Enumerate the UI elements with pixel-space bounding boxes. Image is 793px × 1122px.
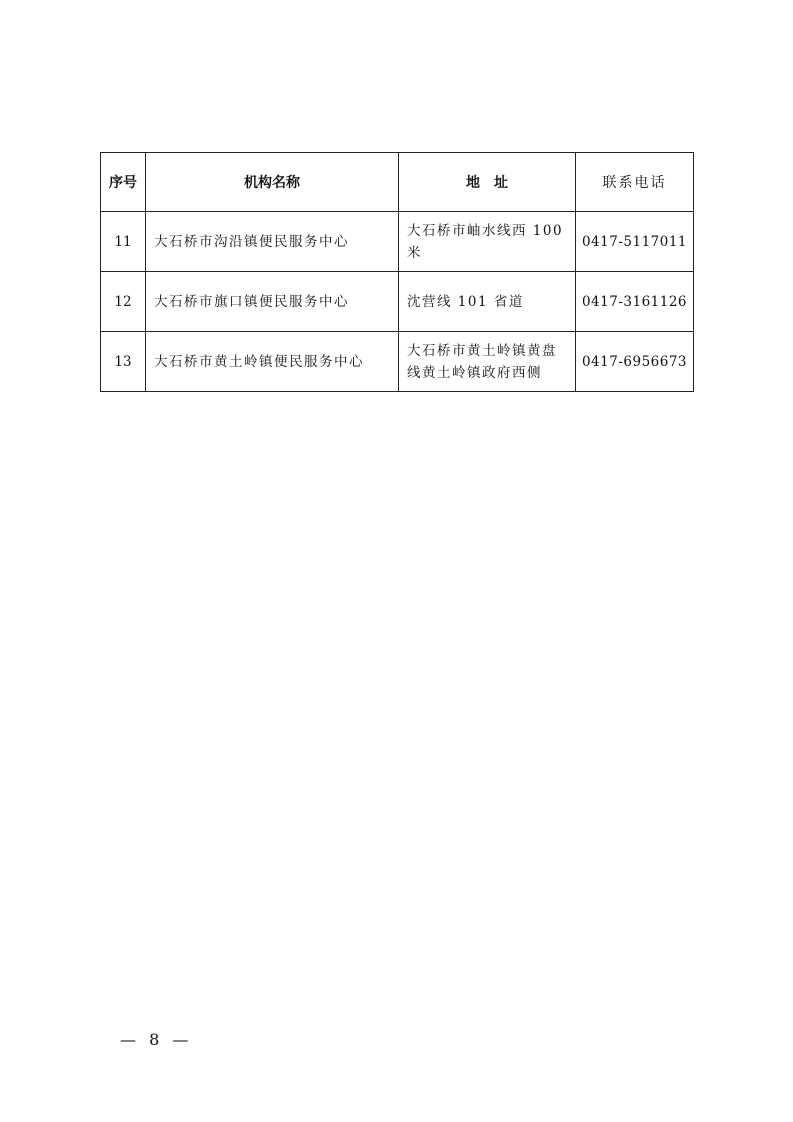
cell-name: 大石桥市黄土岭镇便民服务中心 [146, 332, 399, 392]
cell-phone: 0417-3161126 [576, 272, 694, 332]
cell-name: 大石桥市旗口镇便民服务中心 [146, 272, 399, 332]
page-number: — 8 — [120, 1030, 193, 1049]
cell-no: 11 [101, 212, 146, 272]
cell-address: 大石桥市岫水线西 100 米 [399, 212, 576, 272]
header-address: 地址 [399, 153, 576, 212]
table-row [101, 332, 694, 392]
table-row [101, 272, 694, 332]
cell-phone: 0417-6956673 [576, 332, 694, 392]
cell-no: 12 [101, 272, 146, 332]
table-row [101, 212, 694, 272]
cell-address: 大石桥市黄土岭镇黄盘线黄土岭镇政府西侧 [399, 332, 576, 392]
cell-phone: 0417-5117011 [576, 212, 694, 272]
table-header-row [101, 153, 694, 212]
header-phone: 联系电话 [576, 153, 694, 212]
header-no: 序号 [101, 153, 146, 212]
header-name: 机构名称 [146, 153, 399, 212]
cell-address: 沈营线 101 省道 [399, 272, 576, 332]
cell-name: 大石桥市沟沿镇便民服务中心 [146, 212, 399, 272]
institution-table [100, 152, 694, 392]
cell-no: 13 [101, 332, 146, 392]
